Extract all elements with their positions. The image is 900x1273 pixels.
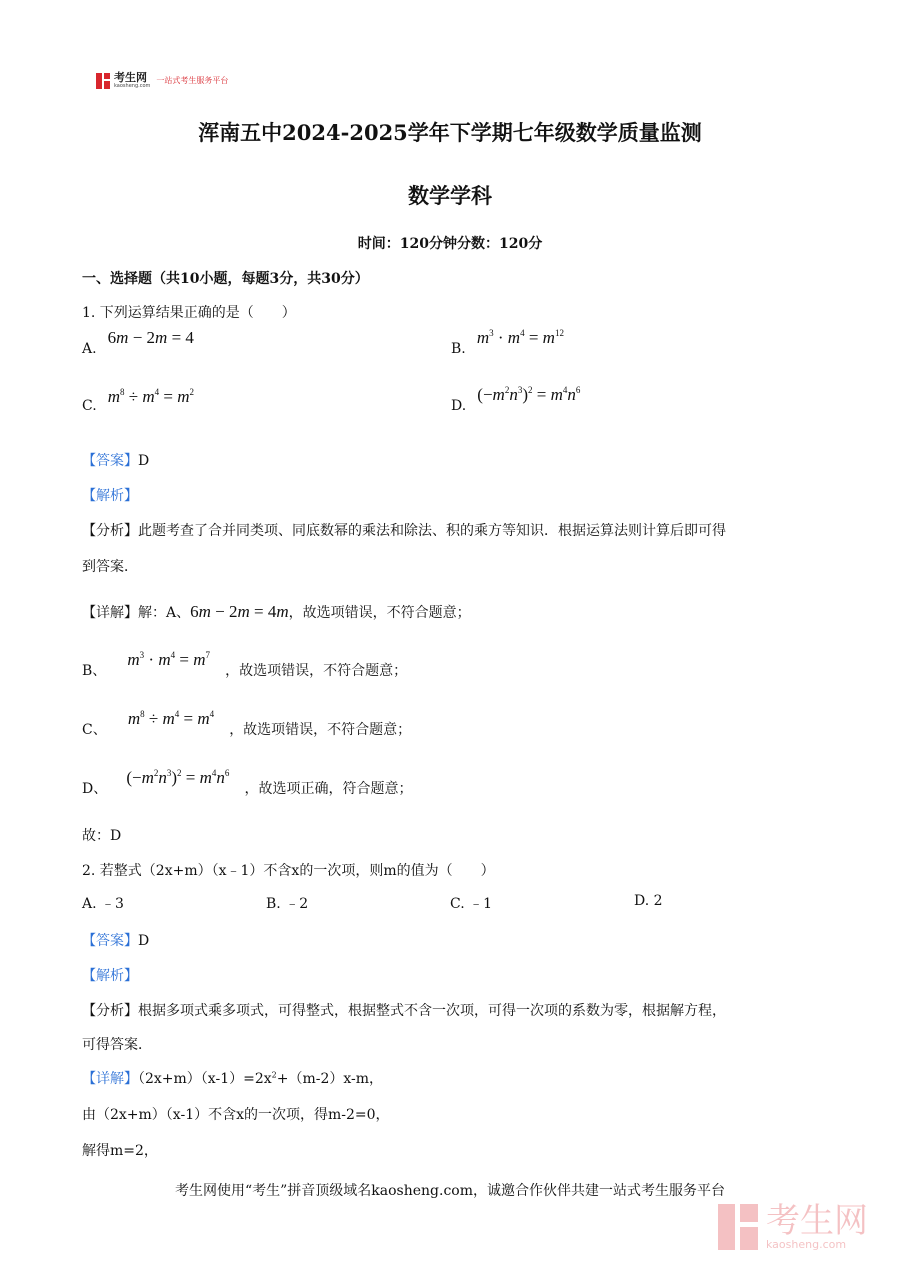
q2-option-b: B. ﹣2 — [266, 896, 309, 912]
q1-option-d-formula: $(-m^2n^3)^2 = m^4n^6$ — [477, 385, 581, 404]
site-logo — [96, 72, 228, 89]
q2-fenxi: 【分析】根据多项式乘多项式，可得整式，根据整式不含一次项，可得一次项的系数为零，根据解方程， — [82, 1003, 726, 1019]
q1-option-c-formula: $m^8 \div m^4 = m^2$ — [107, 387, 195, 406]
q1-detail-b-formula: $m^3 \cdot m^4 = m^7$ — [127, 650, 210, 669]
q1-answer — [82, 450, 149, 470]
q1-analysis-tag: 【解析】 — [82, 488, 138, 504]
q1-detail-c: C、 $m^8 \div m^4 = m^4$ ，故选项错误，不符合题意； — [82, 709, 412, 738]
answer-value: D — [138, 453, 150, 469]
question-1-stem: 1. 下列运算结果正确的是（ ） — [82, 305, 296, 321]
q1-detail-d-formula: $(-m^2n^3)^2 = m^4n^6$ — [126, 768, 230, 787]
logo-slogan: 一站式考生服务平台 — [156, 76, 229, 85]
answer-tag: 【答案】 — [82, 453, 138, 469]
q1-detail-b: B、 $m^3 \cdot m^4 = m^7$ ，故选项错误，不符合题意； — [82, 650, 408, 679]
q2-detail-2: 由（2x+m）（x-1）不含x的一次项，得m-2=0， — [82, 1107, 390, 1123]
q1-fenxi: 【分析】此题考查了合并同类项、同底数幂的乘法和除法、积的乘方等知识．根据运算法则计算后即可得 — [82, 523, 726, 539]
page-subtitle: 数学学科 — [408, 183, 492, 208]
q2-detail-3: 解得m=2， — [82, 1143, 158, 1159]
q2-option-c: C. ﹣1 — [450, 896, 493, 912]
watermark-icon — [718, 1204, 758, 1250]
answer-value: D — [138, 933, 150, 949]
q1-detail-c-formula: $m^8 \div m^4 = m^4$ — [127, 709, 215, 728]
q1-option-b: B. $m^3 \cdot m^4 = m^{12}$ — [451, 328, 564, 357]
logo-brand: 考生网 — [114, 71, 147, 84]
q2-fenxi-cont: 可得答案． — [82, 1037, 152, 1053]
q1-option-a: A. 6m − 2m = 4 — [82, 328, 194, 357]
logo-icon — [96, 73, 110, 89]
q1-option-c: C. $m^8 \div m^4 = m^2$ — [82, 387, 195, 414]
q1-option-d: D. $(-m^2n^3)^2 = m^4n^6$ — [451, 385, 581, 414]
q2-option-a: A. ﹣3 — [82, 896, 124, 912]
q2-analysis-tag: 【解析】 — [82, 968, 138, 984]
page-title: 浑南五中2024-2025学年下学期七年级数学质量监测 — [198, 120, 702, 145]
exam-meta: 时间：120分钟分数：120分 — [357, 236, 543, 252]
watermark-logo — [718, 1203, 868, 1251]
question-2-stem: 2. 若整式（2x+m）（x﹣1）不含x的一次项，则m的值为（ ） — [82, 863, 495, 879]
q1-option-b-formula: $m^3 \cdot m^4 = m^{12}$ — [476, 328, 564, 347]
q2-option-d: D. 2 — [634, 893, 663, 909]
q1-fenxi-cont: 到答案． — [82, 559, 138, 575]
section-heading: 一、选择题（共10小题，每题3分，共30分） — [82, 271, 369, 287]
q2-detail-1: 【详解】$(2x+m)(x-1)=2x^2+(m-2)x-m$， — [82, 1070, 384, 1087]
page-footer: 考生网使用“考生”拼音顶级域名kaosheng.com，诚邀合作伙伴共建一站式考生服务平台 — [174, 1183, 726, 1199]
watermark-brand: 考生网 — [766, 1201, 868, 1241]
q1-detail-a-formula: 6m − 2m = 4m — [190, 602, 289, 621]
q1-option-a-formula: 6m − 2m = 4 — [107, 328, 194, 347]
q2-answer — [82, 930, 149, 950]
answer-tag: 【答案】 — [82, 933, 138, 949]
logo-domain: kaosheng.com — [114, 83, 151, 89]
q1-detail-a: 【详解】解：A、6m − 2m = 4m，故选项错误，不符合题意； — [82, 602, 471, 621]
watermark-domain: kaosheng.com — [766, 1238, 847, 1251]
q1-detail-d: D、 $(-m^2n^3)^2 = m^4n^6$ ，故选项正确，符合题意； — [82, 768, 413, 797]
q1-conclusion: 故：D — [82, 828, 122, 844]
